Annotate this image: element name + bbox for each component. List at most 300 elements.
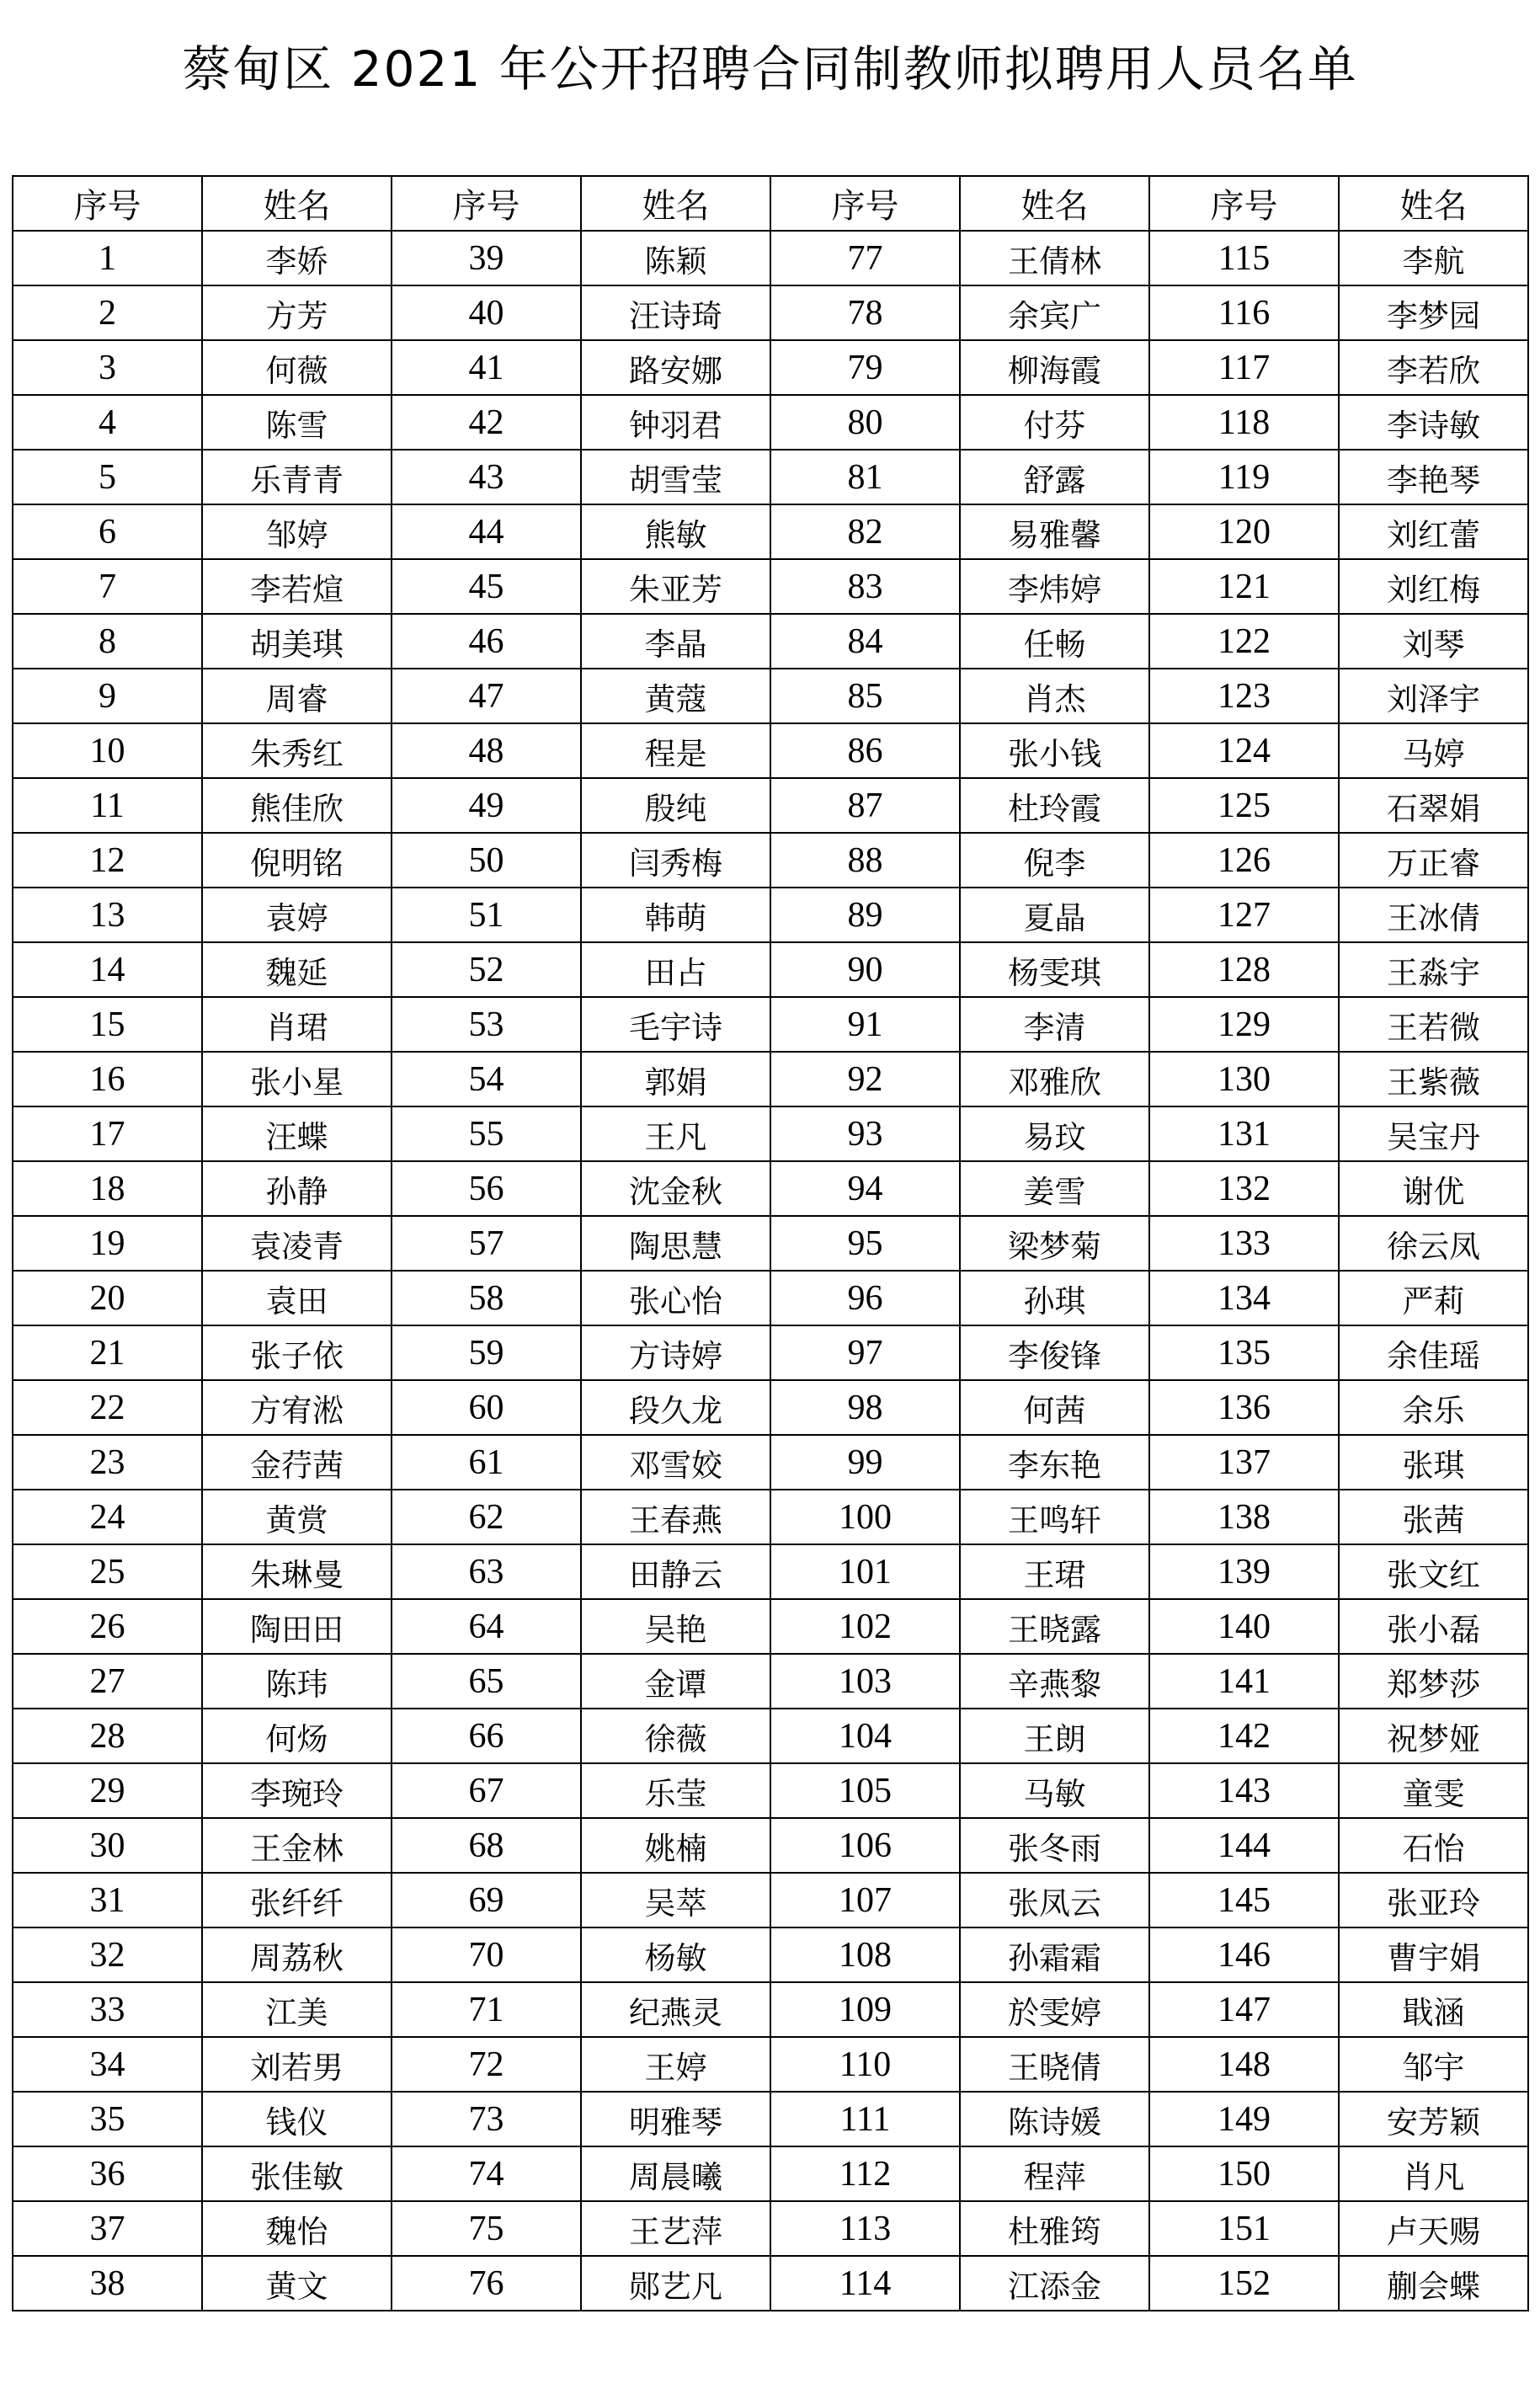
candidate-name-cell: 石怡 bbox=[1339, 1818, 1528, 1873]
candidate-name-cell: 方芳 bbox=[202, 285, 392, 340]
table-row bbox=[13, 2092, 1528, 2146]
candidate-name-cell: 王春燕 bbox=[581, 1490, 770, 1544]
candidate-name-cell: 张佳敏 bbox=[202, 2146, 392, 2201]
serial-number-cell: 62 bbox=[392, 1490, 581, 1544]
serial-number-cell: 115 bbox=[1149, 231, 1339, 285]
candidate-name-cell: 李娇 bbox=[202, 231, 392, 285]
name-column-header: 姓名 bbox=[1339, 176, 1528, 231]
serial-number-cell: 132 bbox=[1149, 1161, 1339, 1216]
serial-number-cell: 80 bbox=[770, 395, 960, 450]
serial-number-cell: 83 bbox=[770, 559, 960, 614]
serial-number-cell: 96 bbox=[770, 1271, 960, 1325]
candidate-name-cell: 张文红 bbox=[1339, 1544, 1528, 1599]
candidate-name-cell: 陈雪 bbox=[202, 395, 392, 450]
serial-number-cell: 79 bbox=[770, 340, 960, 395]
candidate-name-cell: 任畅 bbox=[960, 614, 1149, 669]
candidate-name-cell: 路安娜 bbox=[581, 340, 770, 395]
serial-number-cell: 106 bbox=[770, 1818, 960, 1873]
serial-number-cell: 94 bbox=[770, 1161, 960, 1216]
candidate-name-cell: 张小钱 bbox=[960, 723, 1149, 778]
table-row bbox=[13, 2256, 1528, 2311]
table-row bbox=[13, 1544, 1528, 1599]
serial-number-cell: 103 bbox=[770, 1654, 960, 1709]
candidate-name-cell: 黄蔻 bbox=[581, 669, 770, 723]
candidate-name-cell: 余乐 bbox=[1339, 1380, 1528, 1435]
candidate-name-cell: 周睿 bbox=[202, 669, 392, 723]
candidate-name-cell: 倪明铭 bbox=[202, 833, 392, 888]
serial-number-cell: 130 bbox=[1149, 1052, 1339, 1106]
serial-number-cell: 15 bbox=[13, 997, 202, 1052]
serial-number-cell: 151 bbox=[1149, 2201, 1339, 2256]
candidate-name-cell: 段久龙 bbox=[581, 1380, 770, 1435]
serial-number-cell: 125 bbox=[1149, 778, 1339, 833]
table-row bbox=[13, 1599, 1528, 1654]
candidate-name-cell: 张心怡 bbox=[581, 1271, 770, 1325]
candidate-name-cell: 张茜 bbox=[1339, 1490, 1528, 1544]
serial-number-cell: 133 bbox=[1149, 1216, 1339, 1271]
serial-number-cell: 71 bbox=[392, 1982, 581, 2037]
serial-number-cell: 148 bbox=[1149, 2037, 1339, 2092]
candidate-name-cell: 姚楠 bbox=[581, 1818, 770, 1873]
candidate-name-cell: 王朗 bbox=[960, 1709, 1149, 1763]
candidate-name-cell: 易玟 bbox=[960, 1106, 1149, 1161]
serial-number-cell: 6 bbox=[13, 504, 202, 559]
serial-number-cell: 145 bbox=[1149, 1873, 1339, 1927]
candidate-name-cell: 孙静 bbox=[202, 1161, 392, 1216]
table-row bbox=[13, 888, 1528, 942]
serial-number-cell: 27 bbox=[13, 1654, 202, 1709]
serial-number-cell: 31 bbox=[13, 1873, 202, 1927]
table-row bbox=[13, 833, 1528, 888]
serial-number-cell: 61 bbox=[392, 1435, 581, 1490]
name-column-header: 姓名 bbox=[960, 176, 1149, 231]
table-row bbox=[13, 559, 1528, 614]
serial-number-cell: 49 bbox=[392, 778, 581, 833]
serial-number-cell: 76 bbox=[392, 2256, 581, 2311]
candidate-name-cell: 方宥淞 bbox=[202, 1380, 392, 1435]
candidate-name-cell: 胡雪莹 bbox=[581, 450, 770, 504]
candidate-name-cell: 孙霜霜 bbox=[960, 1927, 1149, 1982]
serial-number-cell: 39 bbox=[392, 231, 581, 285]
serial-number-cell: 135 bbox=[1149, 1325, 1339, 1380]
serial-number-cell: 32 bbox=[13, 1927, 202, 1982]
candidate-name-cell: 李若欣 bbox=[1339, 340, 1528, 395]
candidate-name-cell: 严莉 bbox=[1339, 1271, 1528, 1325]
candidate-name-cell: 张小磊 bbox=[1339, 1599, 1528, 1654]
serial-number-cell: 139 bbox=[1149, 1544, 1339, 1599]
serial-number-cell: 100 bbox=[770, 1490, 960, 1544]
serial-number-cell: 42 bbox=[392, 395, 581, 450]
candidate-name-cell: 辛燕黎 bbox=[960, 1654, 1149, 1709]
serial-number-cell: 105 bbox=[770, 1763, 960, 1818]
candidate-name-cell: 陶思慧 bbox=[581, 1216, 770, 1271]
candidate-name-cell: 王冰倩 bbox=[1339, 888, 1528, 942]
serial-number-cell: 69 bbox=[392, 1873, 581, 1927]
serial-number-cell: 5 bbox=[13, 450, 202, 504]
candidate-name-cell: 何薇 bbox=[202, 340, 392, 395]
candidate-name-cell: 张冬雨 bbox=[960, 1818, 1149, 1873]
candidate-name-cell: 汪蝶 bbox=[202, 1106, 392, 1161]
candidate-name-cell: 刘泽宇 bbox=[1339, 669, 1528, 723]
serial-number-cell: 23 bbox=[13, 1435, 202, 1490]
candidate-name-cell: 张小星 bbox=[202, 1052, 392, 1106]
serial-number-cell: 134 bbox=[1149, 1271, 1339, 1325]
table-row bbox=[13, 1709, 1528, 1763]
serial-number-cell: 112 bbox=[770, 2146, 960, 2201]
serial-number-cell: 142 bbox=[1149, 1709, 1339, 1763]
serial-number-cell: 91 bbox=[770, 997, 960, 1052]
serial-number-cell: 24 bbox=[13, 1490, 202, 1544]
serial-number-cell: 25 bbox=[13, 1544, 202, 1599]
serial-number-cell: 108 bbox=[770, 1927, 960, 1982]
table-row bbox=[13, 1654, 1528, 1709]
table-row bbox=[13, 1216, 1528, 1271]
candidate-name-cell: 李航 bbox=[1339, 231, 1528, 285]
serial-number-cell: 29 bbox=[13, 1763, 202, 1818]
serial-number-cell: 99 bbox=[770, 1435, 960, 1490]
serial-number-cell: 128 bbox=[1149, 942, 1339, 997]
candidate-name-cell: 乐莹 bbox=[581, 1763, 770, 1818]
candidate-name-cell: 王倩林 bbox=[960, 231, 1149, 285]
candidate-name-cell: 肖杰 bbox=[960, 669, 1149, 723]
candidate-name-cell: 朱琳曼 bbox=[202, 1544, 392, 1599]
serial-number-cell: 111 bbox=[770, 2092, 960, 2146]
serial-number-cell: 22 bbox=[13, 1380, 202, 1435]
candidate-name-cell: 吴萃 bbox=[581, 1873, 770, 1927]
serial-number-cell: 37 bbox=[13, 2201, 202, 2256]
table-row bbox=[13, 1161, 1528, 1216]
candidate-name-cell: 邹宇 bbox=[1339, 2037, 1528, 2092]
name-column-header: 姓名 bbox=[202, 176, 392, 231]
serial-number-cell: 119 bbox=[1149, 450, 1339, 504]
serial-number-cell: 18 bbox=[13, 1161, 202, 1216]
candidate-name-cell: 余佳瑶 bbox=[1339, 1325, 1528, 1380]
serial-number-cell: 36 bbox=[13, 2146, 202, 2201]
table-row bbox=[13, 2201, 1528, 2256]
candidate-name-cell: 张凤云 bbox=[960, 1873, 1149, 1927]
table-row bbox=[13, 1106, 1528, 1161]
serial-number-cell: 4 bbox=[13, 395, 202, 450]
serial-number-cell: 65 bbox=[392, 1654, 581, 1709]
serial-number-cell: 54 bbox=[392, 1052, 581, 1106]
candidate-name-cell: 熊敏 bbox=[581, 504, 770, 559]
candidate-name-cell: 马敏 bbox=[960, 1763, 1149, 1818]
candidate-name-cell: 王鸣轩 bbox=[960, 1490, 1149, 1544]
table-header-row bbox=[13, 176, 1528, 231]
table-row bbox=[13, 504, 1528, 559]
table-row bbox=[13, 231, 1528, 285]
serial-number-cell: 16 bbox=[13, 1052, 202, 1106]
candidate-name-cell: 乐青青 bbox=[202, 450, 392, 504]
candidate-name-cell: 卢天赐 bbox=[1339, 2201, 1528, 2256]
candidate-name-cell: 王金林 bbox=[202, 1818, 392, 1873]
candidate-name-cell: 张亚玲 bbox=[1339, 1873, 1528, 1927]
candidate-name-cell: 石翠娟 bbox=[1339, 778, 1528, 833]
candidate-name-cell: 陈玮 bbox=[202, 1654, 392, 1709]
serial-number-cell: 152 bbox=[1149, 2256, 1339, 2311]
serial-number-cell: 117 bbox=[1149, 340, 1339, 395]
table-row bbox=[13, 340, 1528, 395]
candidate-name-cell: 蒯会蝶 bbox=[1339, 2256, 1528, 2311]
serial-number-cell: 11 bbox=[13, 778, 202, 833]
serial-number-cell: 38 bbox=[13, 2256, 202, 2311]
candidate-name-cell: 江美 bbox=[202, 1982, 392, 2037]
serial-number-cell: 147 bbox=[1149, 1982, 1339, 2037]
candidate-name-cell: 王凡 bbox=[581, 1106, 770, 1161]
candidate-name-cell: 闫秀梅 bbox=[581, 833, 770, 888]
serial-number-cell: 114 bbox=[770, 2256, 960, 2311]
candidate-name-cell: 邓雅欣 bbox=[960, 1052, 1149, 1106]
serial-number-cell: 66 bbox=[392, 1709, 581, 1763]
serial-number-cell: 82 bbox=[770, 504, 960, 559]
serial-number-cell: 87 bbox=[770, 778, 960, 833]
candidate-name-cell: 毛宇诗 bbox=[581, 997, 770, 1052]
serial-number-cell: 98 bbox=[770, 1380, 960, 1435]
table-row bbox=[13, 1052, 1528, 1106]
serial-number-cell: 58 bbox=[392, 1271, 581, 1325]
serial-number-cell: 85 bbox=[770, 669, 960, 723]
candidate-name-cell: 纪燕灵 bbox=[581, 1982, 770, 2037]
candidate-name-cell: 梁梦菊 bbox=[960, 1216, 1149, 1271]
serial-number-cell: 137 bbox=[1149, 1435, 1339, 1490]
serial-number-cell: 13 bbox=[13, 888, 202, 942]
serial-number-cell: 143 bbox=[1149, 1763, 1339, 1818]
serial-number-cell: 109 bbox=[770, 1982, 960, 2037]
index-column-header: 序号 bbox=[392, 176, 581, 231]
roster-table bbox=[12, 175, 1529, 2311]
name-column-header: 姓名 bbox=[581, 176, 770, 231]
candidate-name-cell: 孙琪 bbox=[960, 1271, 1149, 1325]
candidate-name-cell: 李晶 bbox=[581, 614, 770, 669]
serial-number-cell: 131 bbox=[1149, 1106, 1339, 1161]
table-row bbox=[13, 1818, 1528, 1873]
candidate-name-cell: 周晨曦 bbox=[581, 2146, 770, 2201]
table-row bbox=[13, 1763, 1528, 1818]
candidate-name-cell: 肖凡 bbox=[1339, 2146, 1528, 2201]
candidate-name-cell: 周荔秋 bbox=[202, 1927, 392, 1982]
candidate-name-cell: 舒露 bbox=[960, 450, 1149, 504]
serial-number-cell: 95 bbox=[770, 1216, 960, 1271]
candidate-name-cell: 明雅琴 bbox=[581, 2092, 770, 2146]
serial-number-cell: 92 bbox=[770, 1052, 960, 1106]
candidate-name-cell: 沈金秋 bbox=[581, 1161, 770, 1216]
candidate-name-cell: 李炜婷 bbox=[960, 559, 1149, 614]
candidate-name-cell: 郑梦莎 bbox=[1339, 1654, 1528, 1709]
serial-number-cell: 127 bbox=[1149, 888, 1339, 942]
table-row bbox=[13, 450, 1528, 504]
serial-number-cell: 78 bbox=[770, 285, 960, 340]
serial-number-cell: 41 bbox=[392, 340, 581, 395]
table-row bbox=[13, 614, 1528, 669]
serial-number-cell: 102 bbox=[770, 1599, 960, 1654]
serial-number-cell: 48 bbox=[392, 723, 581, 778]
serial-number-cell: 45 bbox=[392, 559, 581, 614]
candidate-name-cell: 程是 bbox=[581, 723, 770, 778]
candidate-name-cell: 姜雪 bbox=[960, 1161, 1149, 1216]
candidate-name-cell: 杨雯琪 bbox=[960, 942, 1149, 997]
candidate-name-cell: 田静云 bbox=[581, 1544, 770, 1599]
serial-number-cell: 56 bbox=[392, 1161, 581, 1216]
serial-number-cell: 34 bbox=[13, 2037, 202, 2092]
serial-number-cell: 67 bbox=[392, 1763, 581, 1818]
candidate-name-cell: 万正睿 bbox=[1339, 833, 1528, 888]
serial-number-cell: 68 bbox=[392, 1818, 581, 1873]
serial-number-cell: 123 bbox=[1149, 669, 1339, 723]
candidate-name-cell: 金谭 bbox=[581, 1654, 770, 1709]
serial-number-cell: 140 bbox=[1149, 1599, 1339, 1654]
candidate-name-cell: 王艺萍 bbox=[581, 2201, 770, 2256]
serial-number-cell: 88 bbox=[770, 833, 960, 888]
candidate-name-cell: 黄赏 bbox=[202, 1490, 392, 1544]
serial-number-cell: 46 bbox=[392, 614, 581, 669]
table-row bbox=[13, 1380, 1528, 1435]
candidate-name-cell: 王晓露 bbox=[960, 1599, 1149, 1654]
candidate-name-cell: 李诗敏 bbox=[1339, 395, 1528, 450]
table-row bbox=[13, 997, 1528, 1052]
serial-number-cell: 93 bbox=[770, 1106, 960, 1161]
serial-number-cell: 19 bbox=[13, 1216, 202, 1271]
candidate-name-cell: 程萍 bbox=[960, 2146, 1149, 2201]
candidate-name-cell: 张琪 bbox=[1339, 1435, 1528, 1490]
candidate-name-cell: 戢涵 bbox=[1339, 1982, 1528, 2037]
candidate-name-cell: 柳海霞 bbox=[960, 340, 1149, 395]
candidate-name-cell: 金荇茜 bbox=[202, 1435, 392, 1490]
serial-number-cell: 28 bbox=[13, 1709, 202, 1763]
serial-number-cell: 118 bbox=[1149, 395, 1339, 450]
serial-number-cell: 90 bbox=[770, 942, 960, 997]
candidate-name-cell: 李东艳 bbox=[960, 1435, 1149, 1490]
serial-number-cell: 89 bbox=[770, 888, 960, 942]
candidate-name-cell: 刘琴 bbox=[1339, 614, 1528, 669]
table-row bbox=[13, 285, 1528, 340]
candidate-name-cell: 曹宇娟 bbox=[1339, 1927, 1528, 1982]
serial-number-cell: 51 bbox=[392, 888, 581, 942]
candidate-name-cell: 徐云凤 bbox=[1339, 1216, 1528, 1271]
serial-number-cell: 141 bbox=[1149, 1654, 1339, 1709]
serial-number-cell: 129 bbox=[1149, 997, 1339, 1052]
serial-number-cell: 52 bbox=[392, 942, 581, 997]
candidate-name-cell: 徐薇 bbox=[581, 1709, 770, 1763]
serial-number-cell: 116 bbox=[1149, 285, 1339, 340]
candidate-name-cell: 魏怡 bbox=[202, 2201, 392, 2256]
candidate-name-cell: 张子依 bbox=[202, 1325, 392, 1380]
candidate-name-cell: 朱亚芳 bbox=[581, 559, 770, 614]
serial-number-cell: 124 bbox=[1149, 723, 1339, 778]
serial-number-cell: 113 bbox=[770, 2201, 960, 2256]
serial-number-cell: 53 bbox=[392, 997, 581, 1052]
serial-number-cell: 59 bbox=[392, 1325, 581, 1380]
serial-number-cell: 64 bbox=[392, 1599, 581, 1654]
serial-number-cell: 8 bbox=[13, 614, 202, 669]
table-row bbox=[13, 2146, 1528, 2201]
serial-number-cell: 21 bbox=[13, 1325, 202, 1380]
index-column-header: 序号 bbox=[770, 176, 960, 231]
serial-number-cell: 74 bbox=[392, 2146, 581, 2201]
candidate-name-cell: 钱仪 bbox=[202, 2092, 392, 2146]
candidate-name-cell: 王淼宇 bbox=[1339, 942, 1528, 997]
candidate-name-cell: 郭娟 bbox=[581, 1052, 770, 1106]
table-row bbox=[13, 395, 1528, 450]
candidate-name-cell: 童雯 bbox=[1339, 1763, 1528, 1818]
serial-number-cell: 122 bbox=[1149, 614, 1339, 669]
candidate-name-cell: 吴艳 bbox=[581, 1599, 770, 1654]
candidate-name-cell: 安芳颖 bbox=[1339, 2092, 1528, 2146]
serial-number-cell: 73 bbox=[392, 2092, 581, 2146]
serial-number-cell: 104 bbox=[770, 1709, 960, 1763]
candidate-name-cell: 熊佳欣 bbox=[202, 778, 392, 833]
serial-number-cell: 86 bbox=[770, 723, 960, 778]
candidate-name-cell: 夏晶 bbox=[960, 888, 1149, 942]
candidate-name-cell: 王晓倩 bbox=[960, 2037, 1149, 2092]
candidate-name-cell: 易雅馨 bbox=[960, 504, 1149, 559]
candidate-name-cell: 陈诗媛 bbox=[960, 2092, 1149, 2146]
serial-number-cell: 144 bbox=[1149, 1818, 1339, 1873]
serial-number-cell: 55 bbox=[392, 1106, 581, 1161]
serial-number-cell: 97 bbox=[770, 1325, 960, 1380]
candidate-name-cell: 陈颖 bbox=[581, 231, 770, 285]
serial-number-cell: 20 bbox=[13, 1271, 202, 1325]
candidate-name-cell: 黄文 bbox=[202, 2256, 392, 2311]
index-column-header: 序号 bbox=[1149, 176, 1339, 231]
candidate-name-cell: 杨敏 bbox=[581, 1927, 770, 1982]
serial-number-cell: 47 bbox=[392, 669, 581, 723]
table-row bbox=[13, 1927, 1528, 1982]
table-row bbox=[13, 1435, 1528, 1490]
candidate-name-cell: 付芬 bbox=[960, 395, 1149, 450]
candidate-name-cell: 钟羽君 bbox=[581, 395, 770, 450]
table-row bbox=[13, 2037, 1528, 2092]
candidate-name-cell: 胡美琪 bbox=[202, 614, 392, 669]
page-title: 蔡甸区 2021 年公开招聘合同制教师拟聘用人员名单 bbox=[182, 40, 1358, 98]
serial-number-cell: 146 bbox=[1149, 1927, 1339, 1982]
candidate-name-cell: 方诗婷 bbox=[581, 1325, 770, 1380]
candidate-name-cell: 魏延 bbox=[202, 942, 392, 997]
index-column-header: 序号 bbox=[13, 176, 202, 231]
candidate-name-cell: 李俊锋 bbox=[960, 1325, 1149, 1380]
serial-number-cell: 121 bbox=[1149, 559, 1339, 614]
candidate-name-cell: 谢优 bbox=[1339, 1161, 1528, 1216]
candidate-name-cell: 何茜 bbox=[960, 1380, 1149, 1435]
candidate-name-cell: 吴宝丹 bbox=[1339, 1106, 1528, 1161]
serial-number-cell: 57 bbox=[392, 1216, 581, 1271]
serial-number-cell: 14 bbox=[13, 942, 202, 997]
serial-number-cell: 120 bbox=[1149, 504, 1339, 559]
candidate-name-cell: 李若煊 bbox=[202, 559, 392, 614]
candidate-name-cell: 杜玲霞 bbox=[960, 778, 1149, 833]
serial-number-cell: 40 bbox=[392, 285, 581, 340]
serial-number-cell: 12 bbox=[13, 833, 202, 888]
serial-number-cell: 150 bbox=[1149, 2146, 1339, 2201]
serial-number-cell: 84 bbox=[770, 614, 960, 669]
candidate-name-cell: 朱秀红 bbox=[202, 723, 392, 778]
candidate-name-cell: 刘红蕾 bbox=[1339, 504, 1528, 559]
candidate-name-cell: 汪诗琦 bbox=[581, 285, 770, 340]
candidate-name-cell: 余宾广 bbox=[960, 285, 1149, 340]
table-row bbox=[13, 778, 1528, 833]
serial-number-cell: 50 bbox=[392, 833, 581, 888]
candidate-name-cell: 张纤纤 bbox=[202, 1873, 392, 1927]
candidate-name-cell: 韩萌 bbox=[581, 888, 770, 942]
roster-body bbox=[13, 231, 1528, 2311]
candidate-name-cell: 王紫薇 bbox=[1339, 1052, 1528, 1106]
serial-number-cell: 75 bbox=[392, 2201, 581, 2256]
serial-number-cell: 1 bbox=[13, 231, 202, 285]
serial-number-cell: 107 bbox=[770, 1873, 960, 1927]
table-row bbox=[13, 669, 1528, 723]
candidate-name-cell: 何炀 bbox=[202, 1709, 392, 1763]
candidate-name-cell: 刘红梅 bbox=[1339, 559, 1528, 614]
serial-number-cell: 63 bbox=[392, 1544, 581, 1599]
